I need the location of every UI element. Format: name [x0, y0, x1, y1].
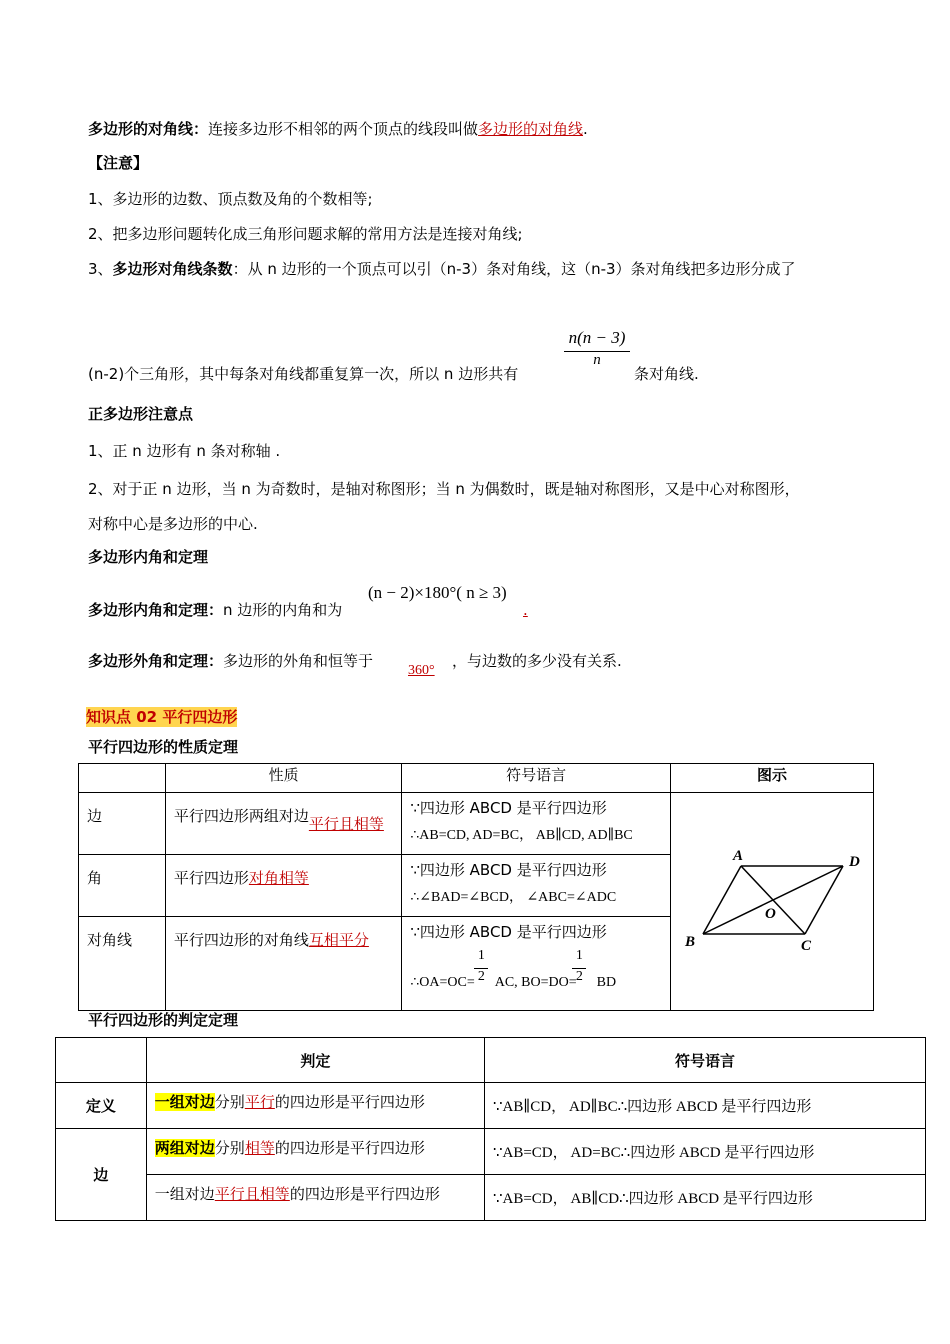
criteria-symbol-text: ∵AB=CD， AB∥CD∴四边形 ABCD 是平行四边形: [492, 1191, 813, 1207]
diagonal-end: .: [583, 120, 588, 138]
sym-line-1: ∵四边形 ABCD 是平行四边形: [410, 861, 607, 879]
criteria-symbol: [484, 1129, 925, 1175]
diagonal-answer: 多边形的对角线: [478, 120, 584, 138]
exterior-text: 多边形的外角和恒等于: [223, 652, 374, 670]
sym-line-2: [402, 942, 670, 996]
sym2-a: ∴OA=OC=: [410, 975, 475, 990]
interior-formula: (n − 2)×180°( n ≥ 3): [368, 583, 507, 602]
table-row: [79, 793, 874, 855]
row-symbol: [402, 855, 671, 917]
diagonal-term: 多边形的对角线：: [88, 120, 209, 138]
knowledge-point-label: 知识点 02 平行四边形: [86, 708, 238, 726]
header-property-text: 性质: [268, 766, 299, 784]
criteria-answer: 平行: [244, 1093, 275, 1111]
prop-prefix: 平行四边形两组对边: [173, 807, 309, 825]
row-name-text: 对角线: [87, 931, 133, 949]
side-ab: [703, 866, 741, 934]
criteria-mid: 分别: [214, 1093, 245, 1111]
properties-header-blank: [79, 764, 166, 793]
note-item-1: 1、多边形的边数、顶点数及角的个数相等;: [88, 190, 373, 208]
exterior-answer: 360°: [408, 663, 435, 678]
criteria-highlight: 两组对边: [154, 1139, 215, 1157]
criteria-header-symbol: [484, 1038, 925, 1083]
row-symbol: [402, 917, 671, 1011]
criteria-header-judge-text: 判定: [300, 1051, 331, 1070]
half-num: 1: [477, 948, 485, 963]
criteria-answer: 相等: [244, 1139, 275, 1157]
criteria-header-judge: [146, 1038, 484, 1083]
interior-end: .: [523, 601, 528, 619]
note-item-3-cont: (n-2)个三角形，其中每条对角线都重复算一次，所以 n 边形共有: [88, 365, 519, 383]
criteria-judge: [146, 1083, 484, 1129]
criteria-symbol-text: ∵AB∥CD， AD∥BC∴四边形 ABCD 是平行四边形: [492, 1099, 812, 1115]
formula-denominator: n: [564, 351, 630, 369]
note-item-3: [88, 259, 796, 279]
criteria-symbol-text: ∵AB=CD， AD=BC∴四边形 ABCD 是平行四边形: [492, 1145, 815, 1161]
sym-line-1: ∵四边形 ABCD 是平行四边形: [410, 799, 607, 817]
row-property: [165, 917, 401, 1011]
criteria-end: 的四边形是平行四边形: [274, 1093, 425, 1111]
regular-item-2-cont: 对称中心是多边形的中心.: [88, 515, 258, 533]
prop-answer: 对角相等: [248, 869, 309, 887]
prop-prefix: 平行四边形的对角线: [173, 931, 309, 949]
half-den: 2: [572, 968, 586, 985]
table-row: [56, 1083, 926, 1129]
interior-term: 多边形内角和定理：: [88, 601, 224, 619]
row-name-text: 边: [87, 807, 103, 825]
sym-line-1: ∵四边形 ABCD 是平行四边形: [410, 923, 607, 941]
row-property: [165, 793, 401, 855]
criteria-judge: [146, 1175, 484, 1221]
criteria-table: [55, 1037, 926, 1221]
header-symbol-text: 符号语言: [506, 766, 567, 784]
diagonal-count-formula: [564, 328, 630, 369]
properties-table: [78, 763, 874, 1011]
label-b: B: [684, 933, 695, 950]
criteria-highlight: 一组对边: [154, 1093, 215, 1111]
criteria-answer: 平行且相等: [214, 1185, 290, 1203]
half-den: 2: [474, 968, 488, 985]
row-symbol: [402, 793, 671, 855]
figure-cell: [670, 793, 873, 1011]
criteria-title: 平行四边形的判定定理: [88, 1011, 239, 1029]
side-cd: [805, 866, 843, 934]
prop-answer: 互相平分: [308, 931, 369, 949]
note-item-3-end: 条对角线.: [634, 365, 699, 383]
interior-title: 多边形内角和定理: [88, 548, 209, 566]
label-a: A: [732, 847, 743, 864]
regular-title: 正多边形注意点: [88, 405, 194, 423]
note-item-3-text: ：从 n 边形的一个顶点可以引（n-3）条对角线，这（n-3）条对角线把多边形分成了: [232, 260, 796, 278]
label-d: D: [848, 853, 860, 870]
prop-answer: 平行且相等: [308, 815, 384, 833]
row-property: [165, 855, 401, 917]
properties-header-symbol: [402, 764, 671, 793]
diagonal-bd: [703, 866, 843, 934]
properties-header-figure: [670, 764, 873, 793]
criteria-symbol: [484, 1083, 925, 1129]
half-num: 1: [575, 948, 583, 963]
header-figure-text: 图示: [756, 766, 787, 784]
sym-line-2-text: [410, 974, 616, 991]
criteria-symbol: [484, 1175, 925, 1221]
criteria-row-name: [56, 1083, 147, 1129]
sym2-c: BD: [596, 975, 617, 990]
sym-line-2: ∴AB=CD, AD=BC， AB∥CD, AD∥BC: [410, 828, 633, 843]
diagonal-text: 连接多边形不相邻的两个顶点的线段叫做: [208, 120, 479, 138]
row-name: [79, 793, 166, 855]
criteria-header-symbol-text: 符号语言: [674, 1051, 735, 1070]
criteria-pre: 一组对边: [154, 1185, 215, 1203]
row-name-text: 角: [87, 869, 103, 887]
criteria-mid: 分别: [214, 1139, 245, 1157]
exterior-end: ，与边数的多少没有关系.: [452, 652, 622, 670]
criteria-end: 的四边形是平行四边形: [289, 1185, 440, 1203]
criteria-end: 的四边形是平行四边形: [274, 1139, 425, 1157]
note-title: 【注意】: [88, 154, 149, 172]
exterior-definition: [88, 651, 373, 671]
criteria-judge: [146, 1129, 484, 1175]
interior-text: n 边形的内角和为: [223, 601, 343, 619]
row-name: [79, 855, 166, 917]
formula-numerator: n(n − 3): [568, 328, 626, 347]
regular-item-2: 2、对于正 n 边形，当 n 为奇数时，是轴对称图形；当 n 为偶数时，既是轴对称图形，又是中心对称图形，: [88, 480, 800, 498]
parallelogram-figure: [671, 840, 871, 960]
sym2-b: AC, BO=DO=: [494, 975, 577, 990]
exterior-term: 多边形外角和定理：: [88, 652, 224, 670]
label-o: O: [764, 905, 776, 922]
criteria-row-name-text: 边: [93, 1166, 109, 1184]
criteria-row-name-text: 定义: [85, 1097, 116, 1115]
note-item-3-prefix: 3、: [88, 260, 113, 278]
label-c: C: [800, 937, 811, 954]
properties-header-property: [165, 764, 401, 793]
table-row: [56, 1175, 926, 1221]
note-item-2: 2、把多边形问题转化成三角形问题求解的常用方法是连接对角线;: [88, 225, 523, 243]
regular-item-1: 1、正 n 边形有 n 条对称轴 .: [88, 442, 281, 460]
properties-title: 平行四边形的性质定理: [88, 738, 239, 756]
criteria-row-name: [56, 1129, 147, 1221]
criteria-header-blank: [56, 1038, 147, 1083]
sym-line-2: ∴∠BAD=∠BCD， ∠ABC=∠ADC: [410, 890, 617, 905]
row-name: [79, 917, 166, 1011]
interior-definition: [88, 600, 342, 620]
table-row: [56, 1129, 926, 1175]
diagonal-definition: [88, 119, 588, 139]
prop-prefix: 平行四边形: [173, 869, 249, 887]
note-item-3-term: 多边形对角线条数: [112, 260, 233, 278]
